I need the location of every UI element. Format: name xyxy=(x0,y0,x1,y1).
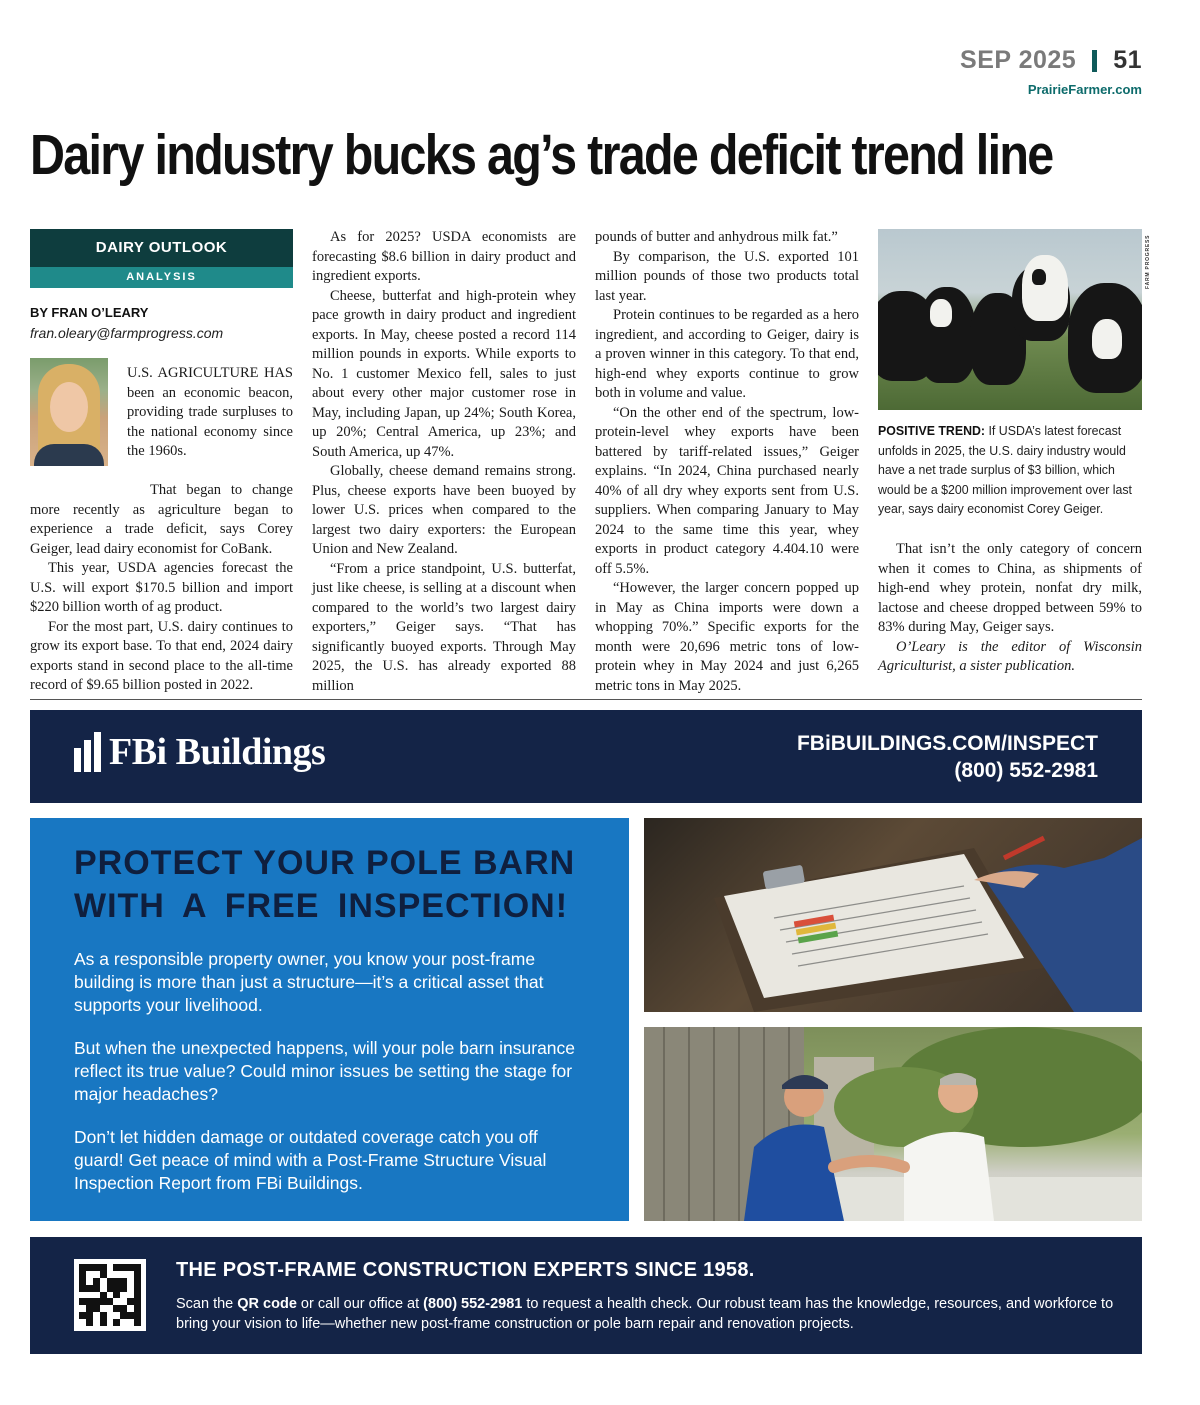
qr-module xyxy=(100,1312,107,1319)
footer-text: or call our office at xyxy=(296,1296,424,1312)
qr-module xyxy=(120,1305,127,1312)
qr-module xyxy=(113,1292,120,1299)
qr-module xyxy=(120,1319,127,1326)
ad-paragraph: But when the unexpected happens, will your pole barn insurance reflect its true value? Could minor issues be setting the stage for major headaches? xyxy=(74,1038,576,1104)
qr-module xyxy=(107,1312,114,1319)
qr-module xyxy=(120,1312,127,1319)
qr-module xyxy=(93,1285,100,1292)
qr-module xyxy=(93,1271,100,1278)
section-badge xyxy=(30,229,293,288)
qr-module xyxy=(127,1271,134,1278)
qr-module xyxy=(100,1271,107,1278)
paragraph: Globally, cheese demand remains strong. Plus, cheese exports have been buoyed by lower U.S. prices when compared to the largest two dairy exporters: the European Union and New Zealand. xyxy=(312,463,576,557)
footer-qr-label: QR code xyxy=(237,1296,297,1312)
headshot-face xyxy=(50,382,88,432)
paragraph: That began to change more recently as agriculture began to experience a trade deficit, says Corey Geiger, lead dairy economist for CoBank. xyxy=(30,482,293,557)
qr-module xyxy=(100,1264,107,1271)
cow xyxy=(1092,319,1122,359)
signoff: O’Leary is the editor of Wisconsin Agriculturist, a sister publication. xyxy=(878,638,1142,674)
qr-module xyxy=(86,1305,93,1312)
ad-headline-line: WITH A FREE INSPECTION! xyxy=(74,887,569,925)
qr-module xyxy=(79,1292,86,1299)
qr-module xyxy=(107,1292,114,1299)
paragraph: “However, the larger concern popped up in May as China imports were down a whopping 70%.” Specific exports for the month were 20,696 metric tons of low-protein whey in May 2024 and just 6,265 metric tons in May 2025. xyxy=(595,580,859,694)
footer-text: to request a health check. Our robust team has the knowledge, resources, and workforce to bring your vision to life—whether new post-frame construction or pole barn repair and renovation projects. xyxy=(176,1296,1114,1332)
ad-body xyxy=(30,818,629,1221)
footer-phone[interactable]: (800) 552-2981 xyxy=(423,1296,523,1312)
ad-paragraph: Don’t let hidden damage or outdated coverage catch you off guard! Get peace of mind with a Post-Frame Structure Visual Inspection Report from FBi Buildings. xyxy=(74,1127,547,1193)
qr-module xyxy=(127,1285,134,1292)
paragraph: By comparison, the U.S. exported 101 million pounds of those two products total last year. xyxy=(595,248,859,304)
logo-bar xyxy=(84,740,91,772)
qr-module xyxy=(86,1285,93,1292)
paragraph: Cheese, butterfat and high-protein whey pace growth in dairy product and ingredient exports. In May, cheese posted a record 114 million pounds in exports. While exports to No. 1 customer Mexico fell, sales to just about every other major customer rose in May, including Japan, up 24%; South Korea, up 20%; Central America, up 23%; and South America, up 47%. xyxy=(312,287,576,460)
qr-module xyxy=(100,1305,107,1312)
ad-footer-text xyxy=(176,1294,1116,1334)
qr-module xyxy=(113,1285,120,1292)
ad-headline xyxy=(74,842,585,928)
qr-module xyxy=(107,1271,114,1278)
photo-credit: FARM PROGRESS xyxy=(1145,234,1151,289)
paragraph: This year, USDA agencies forecast the U.S. will export $170.5 billion and import $220 billion worth of ag product. xyxy=(30,560,293,615)
qr-module xyxy=(134,1271,141,1278)
logo-bar xyxy=(74,748,81,772)
lead-paragraph: U.S. AGRICULTURE HAS been an economic beacon, providing trade surpluses to the national economy since the 1960s. xyxy=(127,365,293,459)
qr-module xyxy=(120,1271,127,1278)
qr-module xyxy=(100,1278,107,1285)
ad-headline-line: PROTECT YOUR POLE BARN xyxy=(74,844,576,882)
qr-module xyxy=(107,1298,114,1305)
qr-module xyxy=(100,1285,107,1292)
qr-module xyxy=(134,1312,141,1319)
qr-module xyxy=(113,1278,120,1285)
ad-footer-title: THE POST-FRAME CONSTRUCTION EXPERTS SINCE 1958. xyxy=(176,1259,755,1281)
folio xyxy=(960,46,1142,75)
article-headline: Dairy industry bucks ag’s trade deficit trend line xyxy=(30,123,1053,187)
brand-name: FBi Buildings xyxy=(109,731,326,773)
qr-module xyxy=(107,1319,114,1326)
qr-module xyxy=(127,1264,134,1271)
ad-contact xyxy=(797,730,1098,784)
paragraph: “From a price standpoint, U.S. butterfat, just like cheese, is selling at a discount when compared to the world’s two largest dairy exporters,” Geiger says. “That has significantly buoyed exports. Through May 2025, the U.S. has already exported 88 million xyxy=(312,560,576,694)
paragraph: That isn’t the only category of concern when it comes to China, as shipments of high-end whey protein, nonfat dry milk, lactose and cheese dropped between 59% to 83% during May, Geiger says. xyxy=(878,541,1142,635)
qr-module xyxy=(134,1285,141,1292)
qr-module xyxy=(134,1264,141,1271)
ad-phone[interactable]: (800) 552-2981 xyxy=(954,759,1098,782)
paragraph: “On the other end of the spectrum, low-protein-level whey exports have been battered by tariff-related issues,” Geiger explains. “In 2024, China purchased nearly 40% of all dry whey exports sent from U.S. suppliers. When comparing January to May 2024 to the same time this year, whey exports in product category 4.404.10 were off 5.5%. xyxy=(595,404,859,577)
column-1 xyxy=(30,481,293,696)
qr-module xyxy=(127,1312,134,1319)
qr-module xyxy=(113,1298,120,1305)
qr-module xyxy=(93,1292,100,1299)
qr-module xyxy=(86,1298,93,1305)
cows-photo xyxy=(878,229,1142,410)
qr-module xyxy=(86,1312,93,1319)
qr-module xyxy=(134,1298,141,1305)
paragraph: For the most part, U.S. dairy continues to grow its export base. To that end, 2024 dairy exports stand in second place to the all-time record of $9.65 billion posted in 2022. xyxy=(30,618,293,693)
photo-caption xyxy=(878,421,1142,519)
qr-module xyxy=(113,1312,120,1319)
site-url[interactable]: PrairieFarmer.com xyxy=(1027,82,1142,97)
qr-module xyxy=(107,1305,114,1312)
qr-module xyxy=(113,1319,120,1326)
handshake-photo xyxy=(644,1027,1142,1221)
logo-bars-icon xyxy=(74,732,101,772)
qr-module xyxy=(86,1292,93,1299)
clipboard-illustration xyxy=(644,818,1142,1012)
qr-module xyxy=(79,1264,86,1271)
qr-module xyxy=(127,1292,134,1299)
qr-module xyxy=(79,1312,86,1319)
ad-header[interactable] xyxy=(30,710,1142,803)
column-4 xyxy=(878,540,1142,677)
qr-module xyxy=(93,1278,100,1285)
qr-module xyxy=(120,1298,127,1305)
cow xyxy=(930,299,952,327)
qr-module xyxy=(79,1285,86,1292)
qr-module xyxy=(127,1298,134,1305)
qr-module xyxy=(86,1264,93,1271)
qr-module xyxy=(93,1298,100,1305)
qr-module xyxy=(107,1278,114,1285)
section-title: DAIRY OUTLOOK xyxy=(30,229,293,267)
folio-divider xyxy=(1092,50,1097,72)
caption-text: If USDA’s latest forecast unfolds in 2025, the U.S. dairy industry would have a net trade surplus of $3 billion, which would be a $200 million improvement over last year, says dairy economist Corey Geiger. xyxy=(878,423,1132,516)
qr-code-icon[interactable] xyxy=(74,1259,146,1331)
ad-url[interactable]: FBiBUILDINGS.COM/INSPECT xyxy=(796,732,1098,755)
caption-label: POSITIVE TREND: xyxy=(878,423,986,438)
qr-grid xyxy=(79,1264,141,1326)
ad-footer xyxy=(30,1237,1142,1354)
qr-module xyxy=(93,1264,100,1271)
page-number: 51 xyxy=(1113,46,1142,74)
headshot-shirt xyxy=(34,444,104,466)
qr-module xyxy=(127,1305,134,1312)
paragraph: Protein continues to be regarded as a hero ingredient, and according to Geiger, dairy is a proven winner in this category. To that end, high-end whey exports continue to grow both in volume and value. xyxy=(595,307,859,401)
qr-module xyxy=(79,1319,86,1326)
qr-module xyxy=(113,1305,120,1312)
qr-module xyxy=(86,1319,93,1326)
qr-module xyxy=(93,1305,100,1312)
paragraph: pounds of butter and anhydrous milk fat.” xyxy=(595,229,838,245)
clipboard-photo xyxy=(644,818,1142,1012)
qr-module xyxy=(100,1319,107,1326)
qr-module xyxy=(86,1271,93,1278)
qr-module xyxy=(107,1285,114,1292)
qr-module xyxy=(79,1305,86,1312)
qr-module xyxy=(127,1278,134,1285)
qr-module xyxy=(79,1271,86,1278)
issue-date: SEP 2025 xyxy=(960,46,1077,74)
paragraph: As for 2025? USDA economists are forecasting $8.6 billion in dairy product and ingredient exports. xyxy=(312,229,576,284)
footer-text: Scan the xyxy=(176,1296,238,1312)
qr-module xyxy=(107,1264,114,1271)
qr-module xyxy=(120,1264,127,1271)
qr-module xyxy=(134,1305,141,1312)
cow xyxy=(1032,269,1046,285)
section-subtitle: ANALYSIS xyxy=(30,267,293,288)
brand-logo xyxy=(74,730,325,774)
qr-module xyxy=(93,1312,100,1319)
qr-module xyxy=(120,1278,127,1285)
handshake-illustration xyxy=(644,1027,1142,1221)
author-email[interactable]: fran.oleary@farmprogress.com xyxy=(30,325,224,341)
qr-module xyxy=(127,1319,134,1326)
author-headshot xyxy=(30,358,108,466)
qr-module xyxy=(93,1319,100,1326)
qr-module xyxy=(113,1271,120,1278)
qr-module xyxy=(79,1278,86,1285)
column-3 xyxy=(595,228,859,696)
qr-module xyxy=(134,1278,141,1285)
logo-bar xyxy=(94,732,101,772)
byline: BY FRAN O’LEARY xyxy=(30,305,149,320)
cow xyxy=(1022,255,1068,321)
qr-module xyxy=(120,1292,127,1299)
qr-module xyxy=(86,1278,93,1285)
ad-paragraph: As a responsible property owner, you know your post-frame building is more than just a structure—it’s a critical asset that supports your livelihood. xyxy=(74,949,544,1015)
qr-module xyxy=(134,1319,141,1326)
qr-module xyxy=(113,1264,120,1271)
qr-module xyxy=(120,1285,127,1292)
qr-module xyxy=(134,1292,141,1299)
divider xyxy=(30,699,1142,700)
qr-module xyxy=(100,1298,107,1305)
qr-module xyxy=(79,1298,86,1305)
column-2 xyxy=(312,228,576,696)
qr-module xyxy=(100,1292,107,1299)
